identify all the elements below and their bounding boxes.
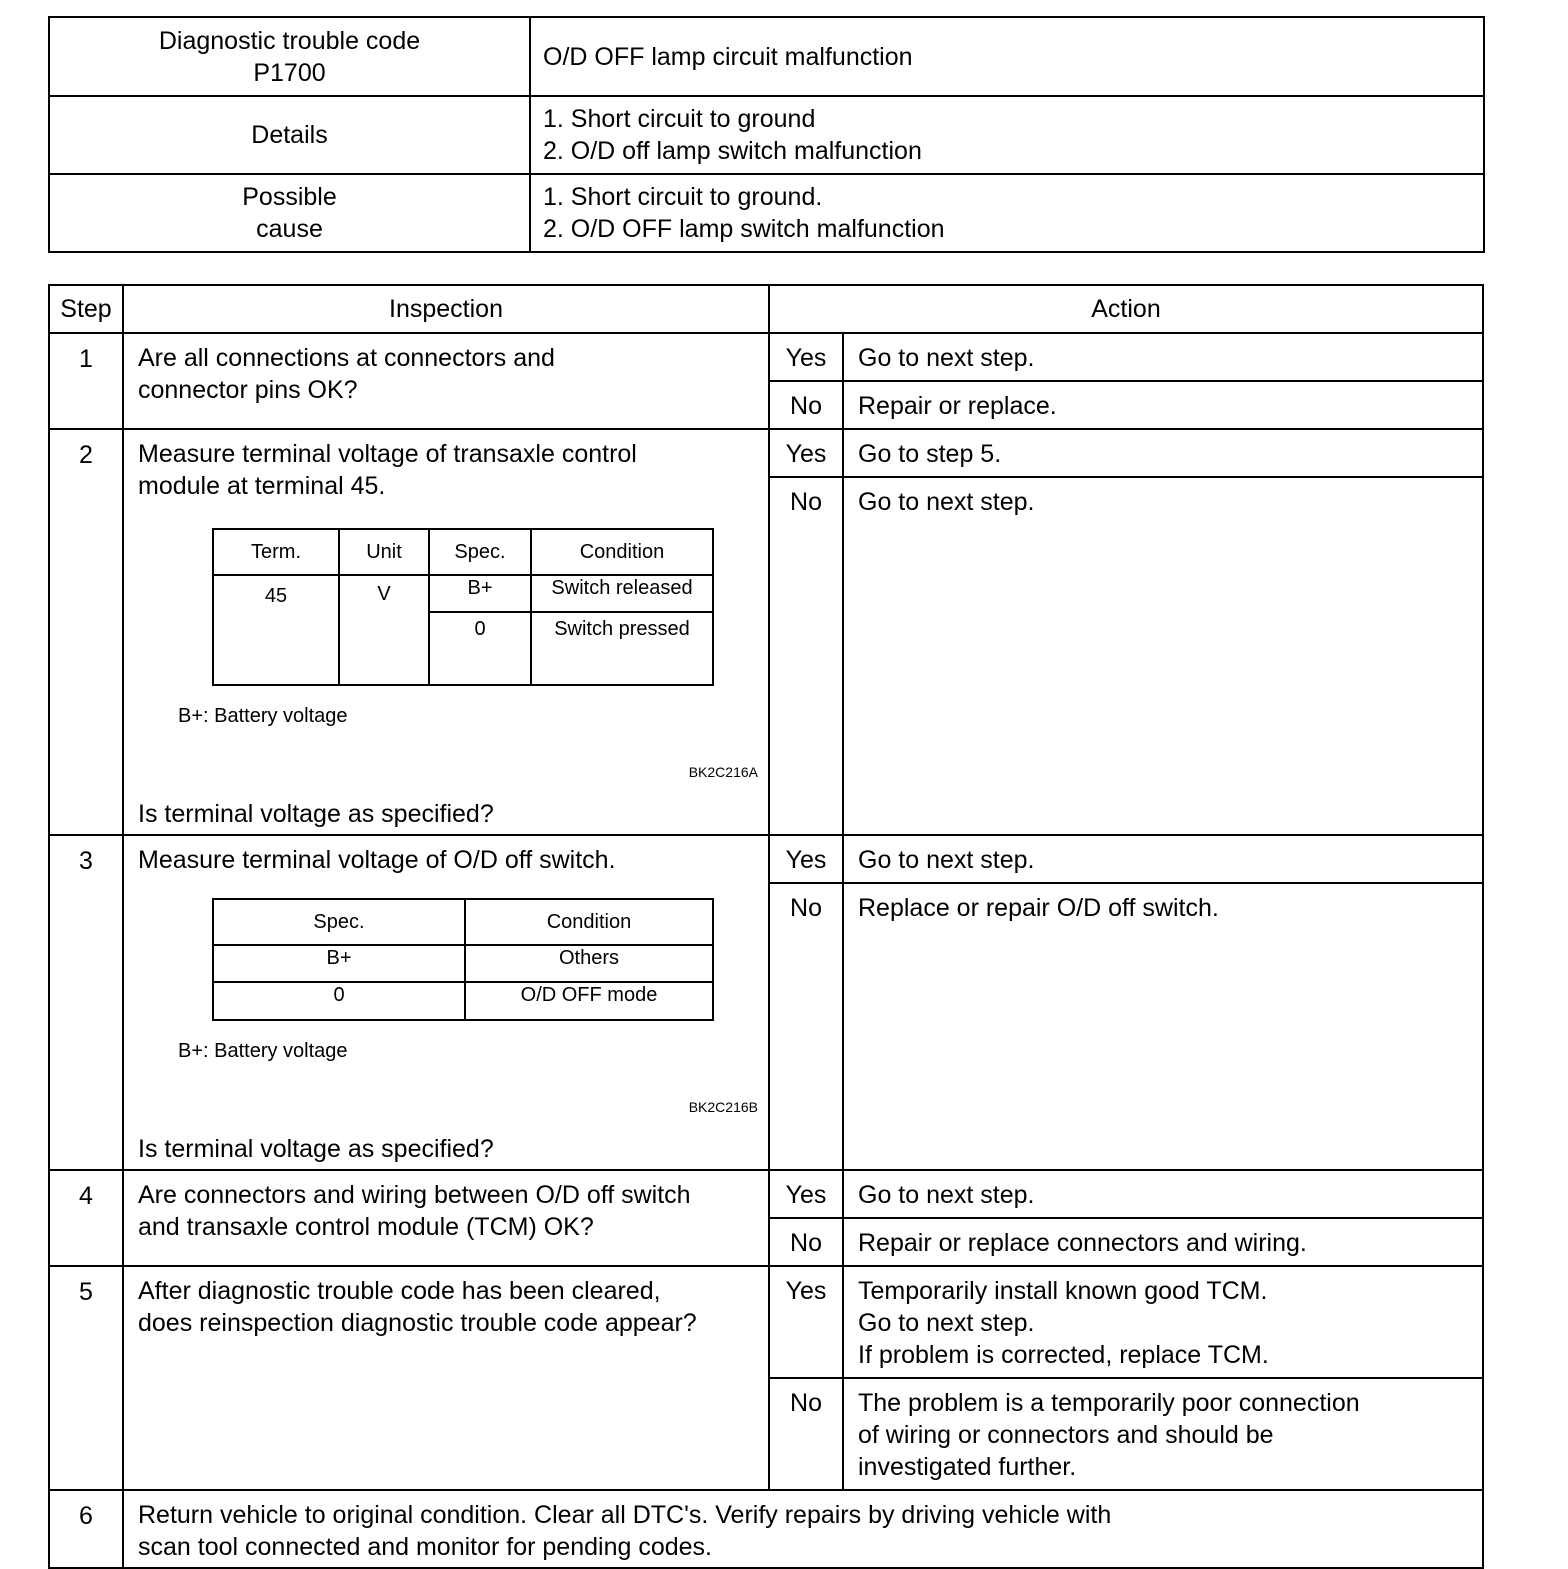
battery-voltage-note: B+: Battery voltage: [178, 705, 348, 727]
no-action: Repair or replace connectors and wiring.: [843, 1218, 1483, 1266]
dtc-header-table: [48, 16, 1485, 253]
yes-label: Yes: [769, 1266, 843, 1378]
spec-cell: B+: [213, 945, 465, 982]
step-number: 4: [49, 1170, 123, 1266]
step-4-yes-row: [49, 1170, 1483, 1218]
step-number: 1: [49, 333, 123, 429]
yes-label: Yes: [769, 333, 843, 381]
spec-header: Condition: [465, 899, 713, 945]
spec-cell: 0: [429, 612, 531, 685]
spec-cell: Switch released: [531, 575, 713, 612]
step-3-question: Is terminal voltage as specified?: [138, 1135, 494, 1163]
step-number: 6: [49, 1490, 123, 1568]
yes-action: Go to step 5.: [843, 429, 1483, 477]
no-action: Replace or repair O/D off switch.: [843, 883, 1483, 1170]
spec-cell: B+: [429, 575, 531, 612]
step-number: 5: [49, 1266, 123, 1490]
spec-cell: Switch pressed: [531, 612, 713, 685]
spec-cell: 0: [213, 982, 465, 1020]
no-label: No: [769, 1378, 843, 1490]
possible-cause-label: Possible cause: [49, 174, 530, 252]
procedure-header-row: [49, 285, 1483, 333]
step-1-inspection: Are all connections at connectors and connector pins OK?: [123, 333, 769, 429]
inspection-column-header: Inspection: [123, 285, 769, 333]
figure-reference: BK2C216B: [688, 1099, 758, 1115]
step-column-header: Step: [49, 285, 123, 333]
cause-item: 1. Short circuit to ground.: [543, 183, 823, 211]
no-action: Repair or replace.: [843, 381, 1483, 429]
step-number: 3: [49, 835, 123, 1170]
step-2-inspection: Measure terminal voltage of transaxle control module at terminal 45. Term. Unit Spec. Condition 45 V B+ Switch released 0 Switch pressed B+: Battery voltage BK2C216A Is terminal voltage as specified?: [123, 429, 769, 835]
spec-header: Term.: [213, 529, 339, 575]
no-label: No: [769, 477, 843, 835]
spec-cell: 45: [213, 575, 339, 685]
step-3-inspection: Measure terminal voltage of O/D off switch. Spec. Condition B+ Others 0 O/D OFF mode B+: Battery voltage BK2C216B Is terminal voltage as specified?: [123, 835, 769, 1170]
yes-label: Yes: [769, 429, 843, 477]
yes-action: Go to next step.: [843, 1170, 1483, 1218]
details-label: Details: [49, 96, 530, 174]
dtc-code-label: Diagnostic trouble code P1700: [49, 17, 530, 96]
step-5-yes-row: [49, 1266, 1483, 1378]
spec-cell: Others: [465, 945, 713, 982]
cause-item: 2. O/D OFF lamp switch malfunction: [543, 215, 945, 243]
spec-header: Spec.: [429, 529, 531, 575]
dtc-code-row: [49, 17, 1484, 96]
possible-cause-row: [49, 174, 1484, 252]
step-6-inspection: Return vehicle to original condition. Clear all DTC's. Verify repairs by driving vehicle with scan tool connected and monitor for pending codes.: [123, 1490, 1483, 1568]
step-number: 2: [49, 429, 123, 835]
no-action: Go to next step.: [843, 477, 1483, 835]
yes-action: Temporarily install known good TCM. Go to next step. If problem is corrected, replace TCM.: [843, 1266, 1483, 1378]
battery-voltage-note: B+: Battery voltage: [178, 1040, 348, 1062]
step-1-yes-row: [49, 333, 1483, 381]
procedure-table: [48, 284, 1484, 1569]
yes-action: Go to next step.: [843, 333, 1483, 381]
step-5-inspection: After diagnostic trouble code has been cleared, does reinspection diagnostic trouble code appear?: [123, 1266, 769, 1490]
details-list: [530, 96, 1484, 174]
no-action: The problem is a temporarily poor connection of wiring or connectors and should be investigated further.: [843, 1378, 1483, 1490]
action-column-header: Action: [769, 285, 1483, 333]
terminal-voltage-spec-table: [212, 528, 714, 686]
step-3-yes-row: [49, 835, 1483, 883]
step-6-row: [49, 1490, 1483, 1568]
spec-header: Unit: [339, 529, 429, 575]
switch-voltage-spec-table: [212, 898, 714, 1021]
possible-cause-list: [530, 174, 1484, 252]
details-item: 1. Short circuit to ground: [543, 105, 816, 133]
no-label: No: [769, 1218, 843, 1266]
yes-action: Go to next step.: [843, 835, 1483, 883]
yes-label: Yes: [769, 835, 843, 883]
yes-label: Yes: [769, 1170, 843, 1218]
no-label: No: [769, 883, 843, 1170]
spec-cell: O/D OFF mode: [465, 982, 713, 1020]
figure-reference: BK2C216A: [688, 764, 758, 780]
no-label: No: [769, 381, 843, 429]
spec-header: Spec.: [213, 899, 465, 945]
details-item: 2. O/D off lamp switch malfunction: [543, 137, 922, 165]
step-2-question: Is terminal voltage as specified?: [138, 800, 494, 828]
details-row: [49, 96, 1484, 174]
spec-header: Condition: [531, 529, 713, 575]
dtc-code-description: O/D OFF lamp circuit malfunction: [530, 17, 1484, 96]
step-2-yes-row: [49, 429, 1483, 477]
spec-cell: V: [339, 575, 429, 685]
step-4-inspection: Are connectors and wiring between O/D off switch and transaxle control module (TCM) OK?: [123, 1170, 769, 1266]
